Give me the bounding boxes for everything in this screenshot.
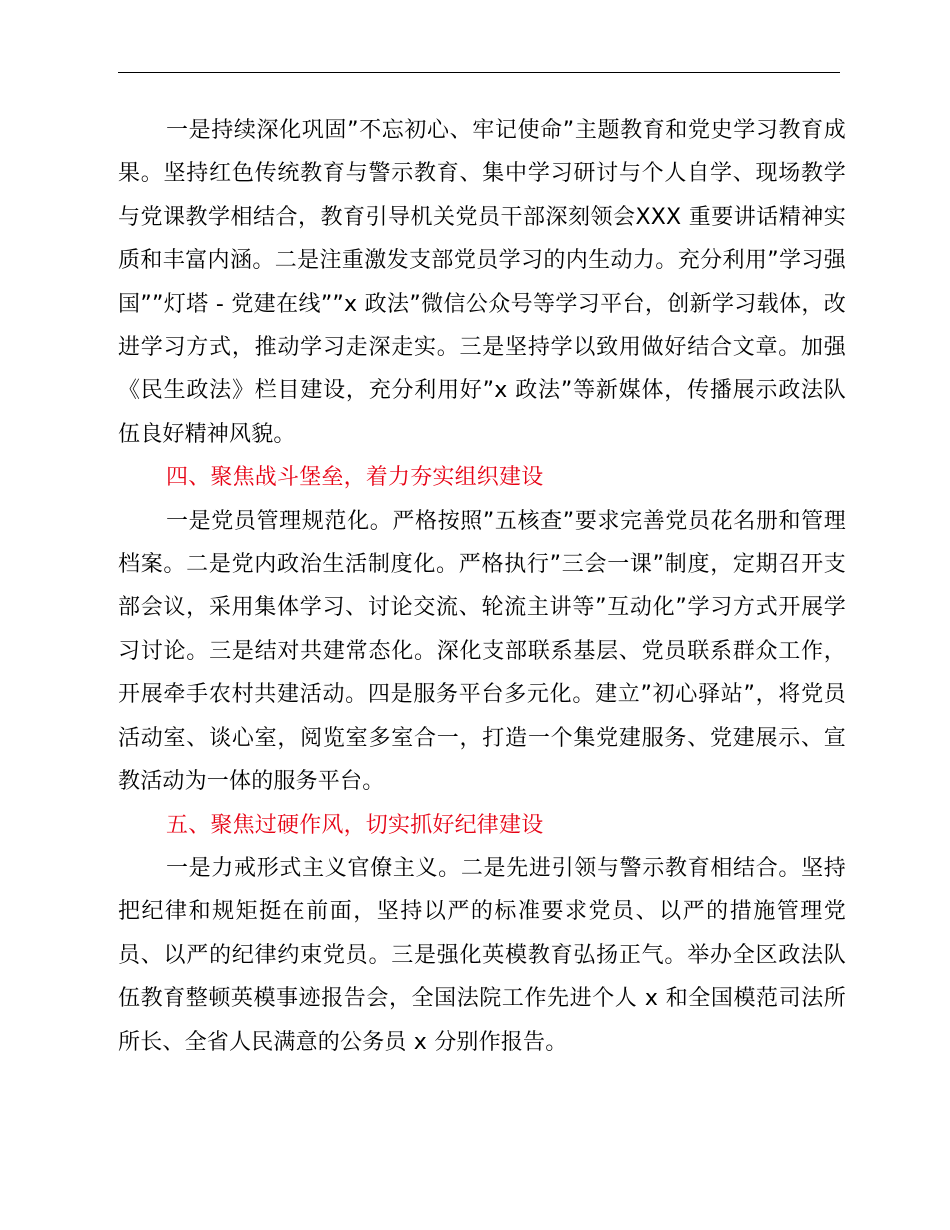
- document-body: [118, 109, 846, 1064]
- section-heading-discipline: 五、聚焦过硬作风，切实抓好纪律建设: [166, 812, 544, 838]
- paragraph-discipline-building: 一是力戒形式主义官僚主义。二是先进引领与警示教育相结合。坚持把纪律和规矩挺在前面，坚持以严的标准要求党员、以严的措施管理党员、以严的纪律约束党员。三是强化英模教育弘扬正气。举办全区政法队伍教育整顿英模事迹报告会，全国法院工作先进个人 x 和全国模范司法所所长、全省人民满意的公务员 x 分别作报告。: [118, 855, 846, 1055]
- header-rule: [118, 72, 840, 73]
- paragraph-organization-building: 一是党员管理规范化。严格按照”五核查”要求完善党员花名册和管理档案。二是党内政治生活制度化。严格执行”三会一课”制度，定期召开支部会议，采用集体学习、讨论交流、轮流主讲等”互动化”学习方式开展学习讨论。三是结对共建常态化。深化支部联系基层、党员联系群众工作，开展牵手农村共建活动。四是服务平台多元化。建立”初心驿站”，将党员活动室、谈心室，阅览室多室合一，打造一个集党建服务、党建展示、宣教活动为一体的服务平台。: [118, 508, 846, 795]
- section-heading-organization: 四、聚焦战斗堡垒，着力夯实组织建设: [166, 465, 544, 491]
- paragraph-study-education: 一是持续深化巩固”不忘初心、牢记使命”主题教育和党史学习教育成果。坚持红色传统教育与警示教育、集中学习研讨与个人自学、现场教学与党课教学相结合，教育引导机关党员干部深刻领会XXX 重要讲话精神实质和丰富内涵。二是注重激发支部党员学习的内生动力。充分利用”学习强国””灯塔 - 党建在线””x 政法”微信公众号等学习平台，创新学习载体，改进学习方式，推动学习走深走实。三是坚持学以致用做好结合文章。加强《民生政法》栏目建设，充分利用好”x 政法”等新媒体，传播展示政法队伍良好精神风貌。: [118, 118, 846, 447]
